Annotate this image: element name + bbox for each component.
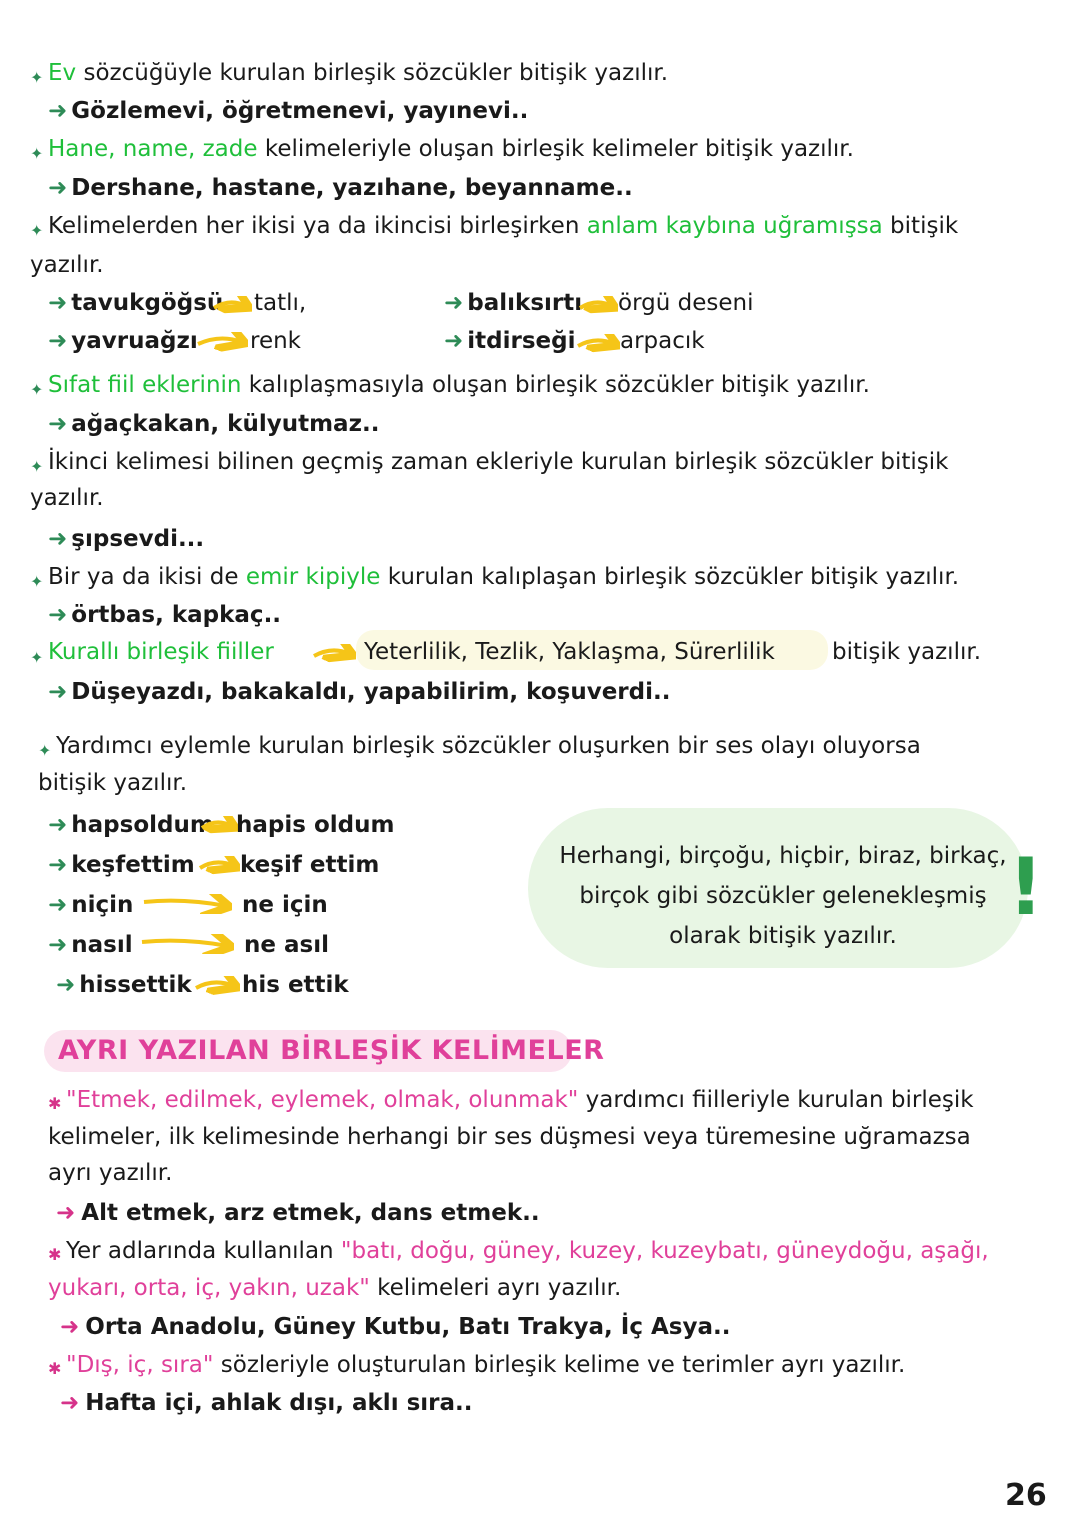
pair-target: ne asıl	[244, 932, 329, 958]
pair-row: ➜ yavruağzı	[48, 328, 198, 354]
bullet-icon: ✦	[30, 457, 44, 476]
rule-7-keyword: Kurallı birleşik fiiller	[48, 639, 274, 665]
pair-target: renk	[250, 328, 301, 354]
pair-target: keşif ettim	[240, 852, 380, 878]
bullet-icon: ✦	[38, 741, 52, 760]
note-text: Herhangi, birçoğu, hiçbir, biraz, birkaç, birçok gibi sözcükler gelenekleşmiş olarak bitişik yazılır.	[559, 843, 1007, 949]
pair-target: his ettik	[242, 972, 349, 998]
pair-row: ➜ niçin	[48, 892, 134, 918]
yellow-arrow-icon	[578, 296, 618, 316]
pair-row: ➜ balıksırtı	[444, 290, 583, 316]
rule-4-keyword: Sıfat fiil eklerinin	[48, 372, 242, 398]
rule-2: Hane, name, zade kelimeleriyle oluşan birleşik kelimeler bitişik yazılır.	[48, 136, 854, 162]
rule-1-example: ➜ Gözlemevi, öğretmenevi, yayınevi..	[48, 98, 529, 124]
yellow-arrow-icon	[212, 296, 252, 316]
rule-6: Bir ya da ikisi de emir kipiyle kurulan kalıplaşan birleşik sözcükler bitişik yazılır.	[48, 564, 960, 590]
rule-2-keyword: Hane, name, zade	[48, 136, 258, 162]
rule-4-example: ➜ ağaçkakan, külyutmaz..	[48, 411, 380, 437]
pair-row: ➜ keşfettim	[48, 852, 195, 878]
pair-target: arpacık	[620, 328, 705, 354]
rule-3: Kelimelerden her ikisi ya da ikincisi birleşirken anlam kaybına uğramışsa bitişik	[48, 213, 959, 239]
rule-9-cont: kelimeler, ilk kelimesinde herhangi bir ses düşmesi veya türemesine uğramazsa	[48, 1124, 971, 1150]
rule-1-text: sözcüğüyle kurulan birleşik sözcükler bitişik yazılır.	[76, 60, 669, 86]
yellow-arrow-icon	[194, 976, 240, 996]
bullet-icon: ✦	[30, 144, 44, 163]
pair-target: hapis oldum	[236, 812, 395, 838]
rule-3-cont: yazılır.	[30, 252, 104, 278]
bullet-icon: ✦	[30, 648, 44, 667]
arrow-icon: ➜	[48, 175, 68, 201]
arrow-icon: ➜	[48, 98, 68, 124]
rule-6-example: ➜ örtbas, kapkaç..	[48, 602, 282, 628]
yellow-arrow-icon	[200, 816, 238, 836]
rule-8: Yardımcı eylemle kurulan birleşik sözcükler oluşurken bir ses olayı oluyorsa	[56, 733, 921, 759]
rule-5-cont: yazılır.	[30, 485, 104, 511]
exclamation-icon: !	[1008, 843, 1044, 933]
page-number: 26	[1005, 1478, 1047, 1513]
rule-7-box: Yeterlilik, Tezlik, Yaklaşma, Sürerlilik	[364, 639, 775, 665]
yellow-arrow-icon	[312, 644, 356, 664]
rule-9: "Etmek, edilmek, eylemek, olmak, olunmak" yardımcı fiilleriyle kurulan birleşik	[66, 1087, 974, 1113]
bullet-icon: ✱	[48, 1094, 62, 1113]
pair-row: ➜ hapsoldum	[48, 812, 214, 838]
rule-9-example: ➜ Alt etmek, arz etmek, dans etmek..	[56, 1200, 540, 1226]
rule-10-keyword: "batı, doğu, güney, kuzey, kuzeybatı, güneydoğu, aşağı,	[340, 1238, 989, 1264]
rule-9-cont2: ayrı yazılır.	[48, 1160, 173, 1186]
yellow-arrow-icon	[140, 934, 234, 954]
pair-row: ➜ itdirseği	[444, 328, 576, 354]
rule-10: Yer adlarında kullanılan "batı, doğu, güney, kuzey, kuzeybatı, güneydoğu, aşağı,	[66, 1238, 989, 1264]
rule-11: "Dış, iç, sıra" sözleriyle oluşturulan birleşik kelime ve terimler ayrı yazılır.	[66, 1352, 906, 1378]
bullet-icon: ✱	[48, 1245, 62, 1264]
rule-8-cont: bitişik yazılır.	[38, 770, 188, 796]
yellow-arrow-icon	[198, 856, 240, 876]
rule-9-keyword: "Etmek, edilmek, eylemek, olmak, olunmak"	[66, 1087, 579, 1113]
bullet-icon: ✦	[30, 221, 44, 240]
rule-7-text: bitişik yazılır.	[832, 639, 982, 665]
rule-5-example: ➜ şıpsevdi...	[48, 526, 205, 552]
bullet-icon: ✦	[30, 572, 44, 591]
pair-target: tatlı,	[254, 290, 307, 316]
section-heading: AYRI YAZILAN BİRLEŞİK KELİMELER	[58, 1035, 605, 1066]
rule-11-example: ➜ Hafta içi, ahlak dışı, aklı sıra..	[60, 1390, 473, 1416]
rule-11-keyword: "Dış, iç, sıra"	[66, 1352, 214, 1378]
pair-target: örgü deseni	[618, 290, 754, 316]
rule-5: İkinci kelimesi bilinen geçmiş zaman ekleriyle kurulan birleşik sözcükler bitişik	[48, 449, 949, 475]
bullet-icon: ✦	[30, 68, 44, 87]
bullet-icon: ✦	[30, 380, 44, 399]
rule-1	[48, 58, 668, 88]
rule-3-keyword: anlam kaybına uğramışsa	[586, 213, 883, 239]
rule-10-cont: yukarı, orta, iç, yakın, uzak" kelimeleri ayrı yazılır.	[48, 1275, 622, 1301]
rule-1-keyword: Ev	[48, 60, 77, 86]
rule-2-example: ➜ Dershane, hastane, yazıhane, beyanname..	[48, 175, 633, 201]
rule-4: Sıfat fiil eklerinin kalıplaşmasıyla oluşan birleşik sözcükler bitişik yazılır.	[48, 372, 870, 398]
rule-7-example: ➜ Düşeyazdı, bakakaldı, yapabilirim, koşuverdi..	[48, 679, 671, 705]
yellow-arrow-icon	[142, 894, 232, 914]
pair-row: ➜ hissettik	[56, 972, 192, 998]
rule-6-keyword: emir kipiyle	[245, 564, 381, 590]
pair-row: ➜ tavukgöğsü	[48, 290, 224, 316]
rule-7	[48, 637, 274, 667]
rule-10-example: ➜ Orta Anadolu, Güney Kutbu, Batı Trakya, İç Asya..	[60, 1314, 731, 1340]
yellow-arrow-icon	[196, 332, 248, 352]
pair-target: ne için	[242, 892, 328, 918]
yellow-arrow-icon	[576, 334, 620, 354]
bullet-icon: ✱	[48, 1359, 62, 1378]
pair-row: ➜ nasıl	[48, 932, 133, 958]
